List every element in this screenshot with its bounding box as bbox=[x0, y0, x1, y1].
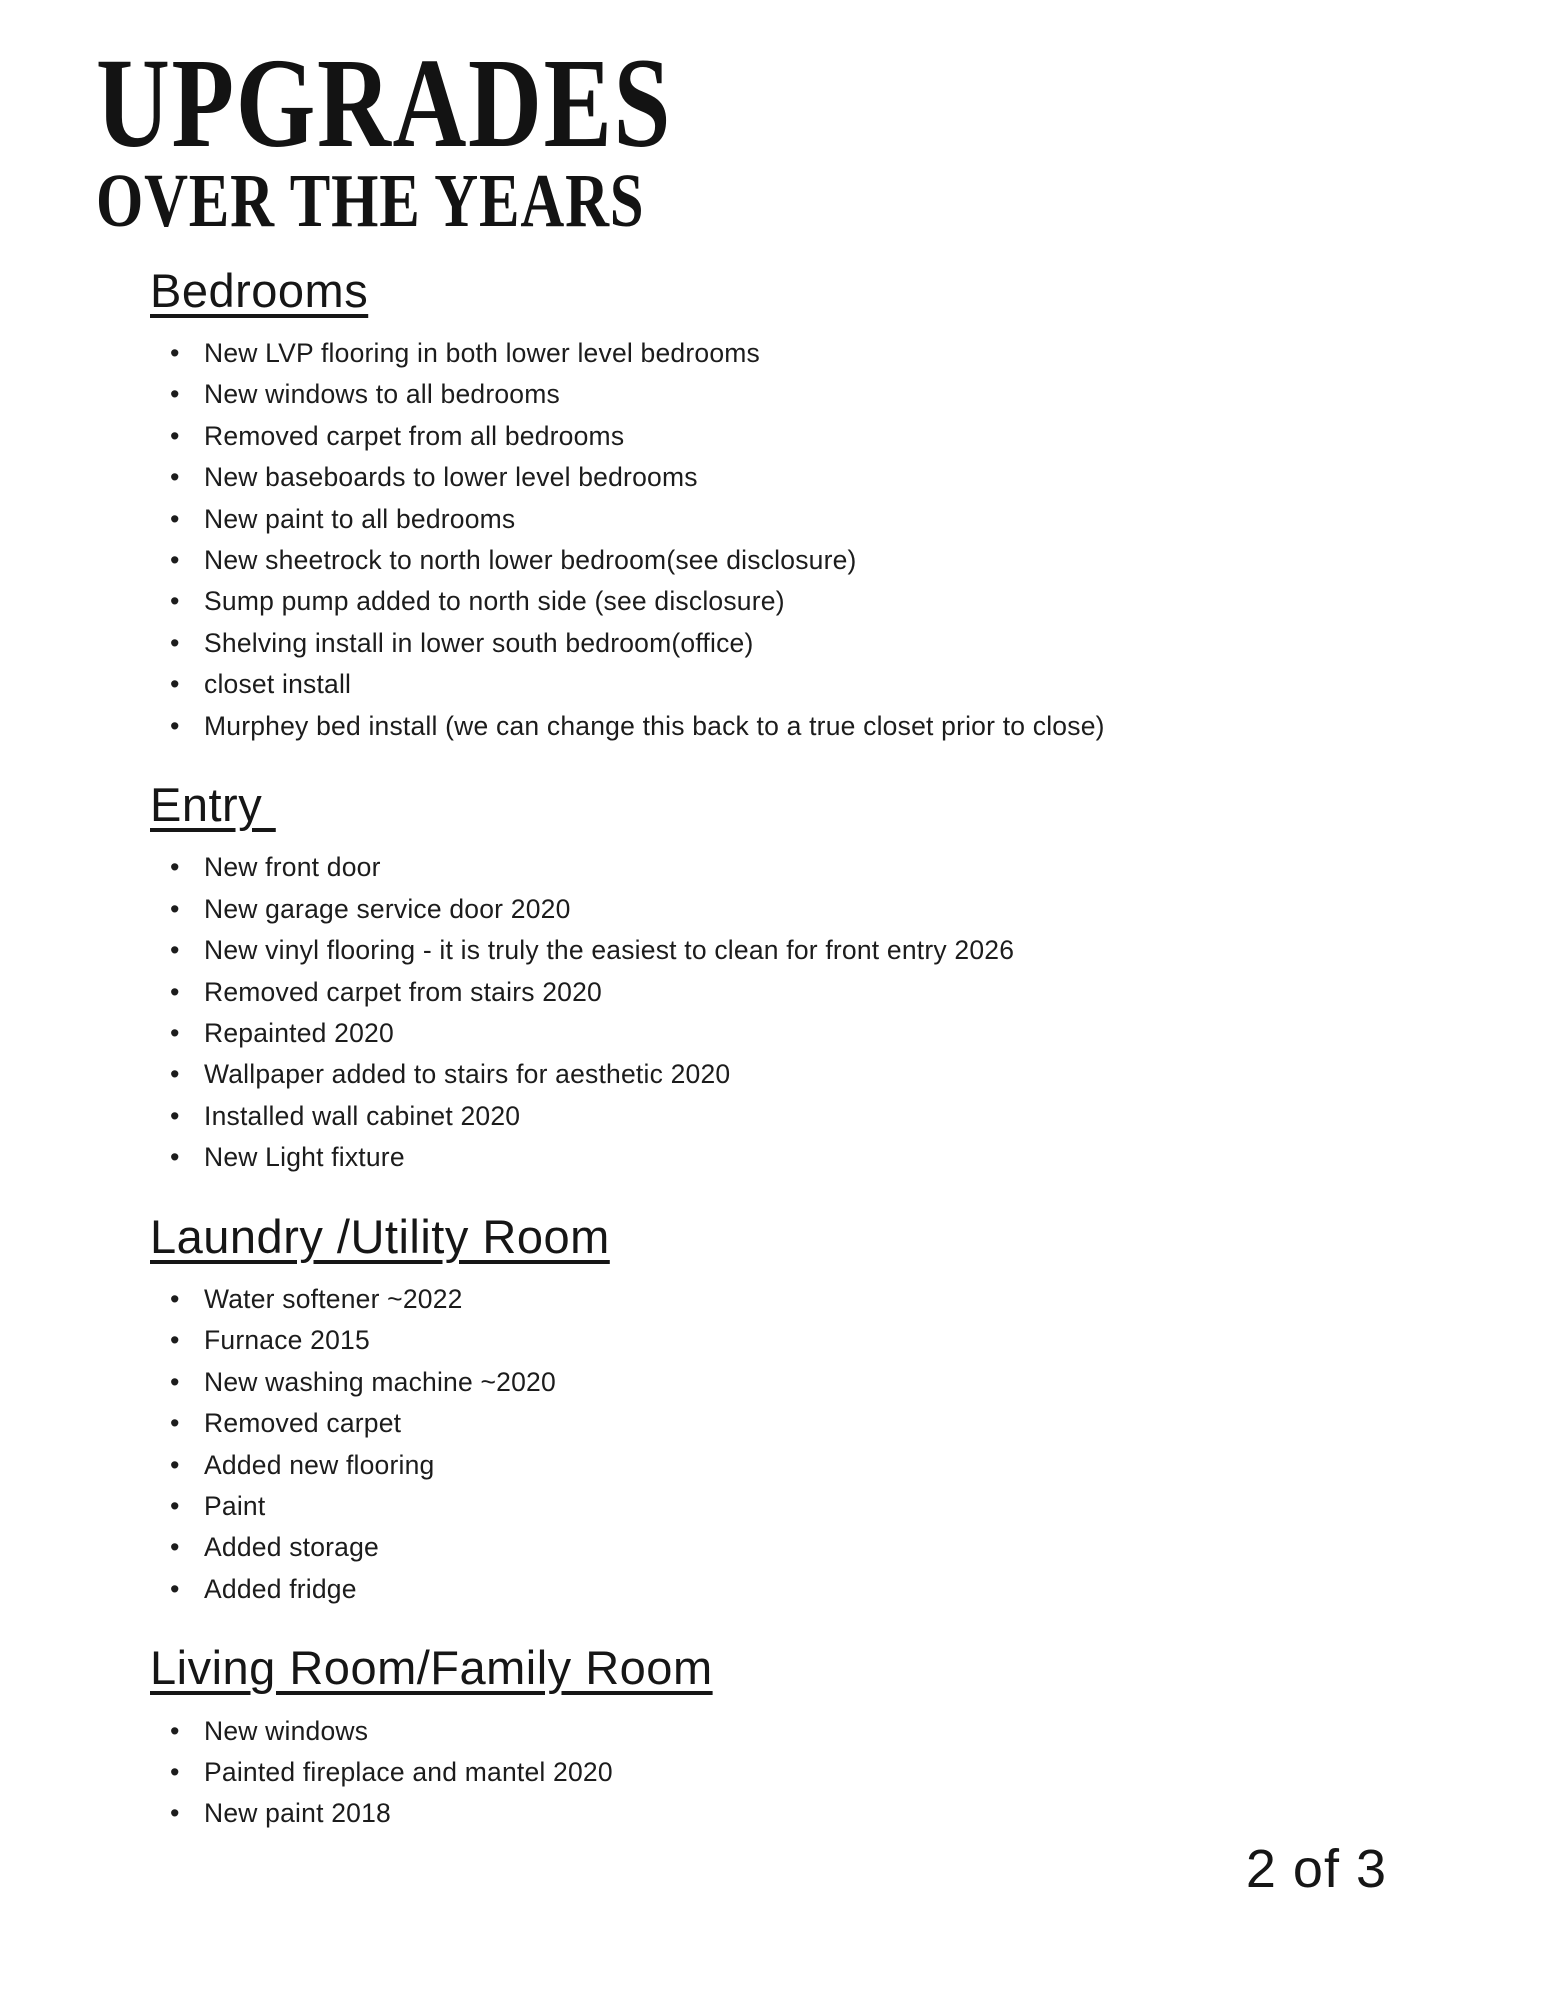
bullet-icon: • bbox=[170, 1798, 180, 1829]
list-item bbox=[150, 623, 1425, 664]
list-item bbox=[150, 972, 1425, 1013]
list-item-text: Painted fireplace and mantel 2020 bbox=[204, 1757, 613, 1788]
section-item-list bbox=[150, 1279, 1425, 1610]
list-item-text: Repainted 2020 bbox=[204, 1018, 394, 1049]
sections-container bbox=[150, 263, 1545, 1835]
list-item bbox=[150, 416, 1425, 457]
list-item bbox=[150, 1137, 1425, 1178]
section-heading: Bedrooms bbox=[150, 263, 369, 317]
list-item bbox=[150, 1362, 1425, 1403]
list-item bbox=[150, 1403, 1425, 1444]
section-heading: Laundry /Utility Room bbox=[150, 1209, 610, 1263]
list-item-text: New LVP flooring in both lower level bedrooms bbox=[204, 337, 760, 368]
list-item bbox=[150, 706, 1425, 747]
page-number: 2 of 3 bbox=[1245, 1839, 1387, 1899]
section bbox=[150, 1209, 1425, 1611]
bullet-icon: • bbox=[170, 1449, 180, 1480]
bullet-icon: • bbox=[170, 379, 180, 410]
list-item bbox=[150, 1279, 1425, 1320]
list-item bbox=[150, 1711, 1425, 1752]
list-item-text: New garage service door 2020 bbox=[204, 893, 571, 924]
list-item-text: Sump pump added to north side (see disclosure) bbox=[204, 586, 785, 617]
bullet-icon: • bbox=[170, 420, 180, 451]
list-item-text: Removed carpet from stairs 2020 bbox=[204, 976, 602, 1007]
section-heading: Entry bbox=[150, 778, 276, 831]
list-item-text: Added fridge bbox=[204, 1573, 357, 1604]
list-item-text: Removed carpet bbox=[204, 1408, 402, 1439]
bullet-icon: • bbox=[170, 1573, 180, 1604]
list-item bbox=[150, 581, 1425, 622]
list-item bbox=[150, 1445, 1425, 1486]
bullet-icon: • bbox=[170, 1366, 180, 1397]
bullet-icon: • bbox=[170, 852, 180, 883]
list-item bbox=[150, 1013, 1425, 1054]
bullet-icon: • bbox=[170, 669, 180, 700]
bullet-icon: • bbox=[170, 337, 180, 368]
bullet-icon: • bbox=[170, 503, 180, 534]
list-item bbox=[150, 499, 1425, 540]
section-heading: Living Room/Family Room bbox=[150, 1641, 713, 1695]
list-item bbox=[150, 1054, 1425, 1095]
list-item bbox=[150, 1752, 1425, 1793]
bullet-icon: • bbox=[170, 544, 180, 575]
section-item-list bbox=[150, 847, 1425, 1178]
list-item-text: New baseboards to lower level bedrooms bbox=[204, 462, 698, 493]
bullet-icon: • bbox=[170, 710, 180, 741]
list-item bbox=[150, 1527, 1425, 1568]
list-item bbox=[150, 333, 1425, 374]
bullet-icon: • bbox=[170, 1715, 180, 1746]
bullet-icon: • bbox=[170, 1100, 180, 1131]
list-item-text: Murphey bed install (we can change this back to a true closet prior to close) bbox=[204, 710, 1105, 741]
document-title: UPGRADES bbox=[96, 32, 673, 174]
section bbox=[150, 263, 1425, 747]
list-item-text: Furnace 2015 bbox=[204, 1325, 370, 1356]
list-item-text: New windows bbox=[204, 1715, 369, 1746]
list-item-text: New washing machine ~2020 bbox=[204, 1366, 556, 1397]
bullet-icon: • bbox=[170, 1325, 180, 1356]
section bbox=[150, 1640, 1425, 1835]
list-item-text: Water softener ~2022 bbox=[204, 1284, 463, 1315]
title-block bbox=[96, 0, 1545, 243]
list-item-text: closet install bbox=[204, 669, 352, 700]
list-item bbox=[150, 1793, 1425, 1834]
list-item-text: New Light fixture bbox=[204, 1142, 405, 1173]
list-item bbox=[150, 1569, 1425, 1610]
section-item-list bbox=[150, 1711, 1425, 1835]
bullet-icon: • bbox=[170, 1532, 180, 1563]
document-subtitle: OVER THE YEARS bbox=[96, 158, 645, 243]
bullet-icon: • bbox=[170, 462, 180, 493]
bullet-icon: • bbox=[170, 1059, 180, 1090]
bullet-icon: • bbox=[170, 1408, 180, 1439]
list-item-text: New sheetrock to north lower bedroom(see disclosure) bbox=[204, 544, 857, 575]
list-item-text: New vinyl flooring - it is truly the easiest to clean for front entry 2026 bbox=[204, 935, 1015, 966]
list-item bbox=[150, 1320, 1425, 1361]
list-item bbox=[150, 1486, 1425, 1527]
list-item bbox=[150, 374, 1425, 415]
bullet-icon: • bbox=[170, 586, 180, 617]
bullet-icon: • bbox=[170, 976, 180, 1007]
list-item-text: Removed carpet from all bedrooms bbox=[204, 420, 625, 451]
list-item-text: New windows to all bedrooms bbox=[204, 379, 560, 410]
bullet-icon: • bbox=[170, 1491, 180, 1522]
bullet-icon: • bbox=[170, 1142, 180, 1173]
list-item-text: Added storage bbox=[204, 1532, 379, 1563]
section bbox=[150, 777, 1425, 1179]
list-item bbox=[150, 847, 1425, 888]
list-item bbox=[150, 457, 1425, 498]
bullet-icon: • bbox=[170, 1284, 180, 1315]
list-item-text: New paint to all bedrooms bbox=[204, 503, 516, 534]
list-item-text: New front door bbox=[204, 852, 381, 883]
list-item bbox=[150, 930, 1425, 971]
bullet-icon: • bbox=[170, 893, 180, 924]
list-item-text: Wallpaper added to stairs for aesthetic 2020 bbox=[204, 1059, 731, 1090]
list-item bbox=[150, 540, 1425, 581]
bullet-icon: • bbox=[170, 627, 180, 658]
bullet-icon: • bbox=[170, 1757, 180, 1788]
bullet-icon: • bbox=[170, 1018, 180, 1049]
list-item bbox=[150, 1096, 1425, 1137]
list-item bbox=[150, 889, 1425, 930]
list-item-text: Shelving install in lower south bedroom(office) bbox=[204, 627, 754, 658]
section-item-list bbox=[150, 333, 1425, 747]
list-item-text: Added new flooring bbox=[204, 1449, 435, 1480]
list-item-text: Installed wall cabinet 2020 bbox=[204, 1100, 521, 1131]
bullet-icon: • bbox=[170, 935, 180, 966]
list-item bbox=[150, 664, 1425, 705]
list-item-text: Paint bbox=[204, 1491, 266, 1522]
list-item-text: New paint 2018 bbox=[204, 1798, 391, 1829]
